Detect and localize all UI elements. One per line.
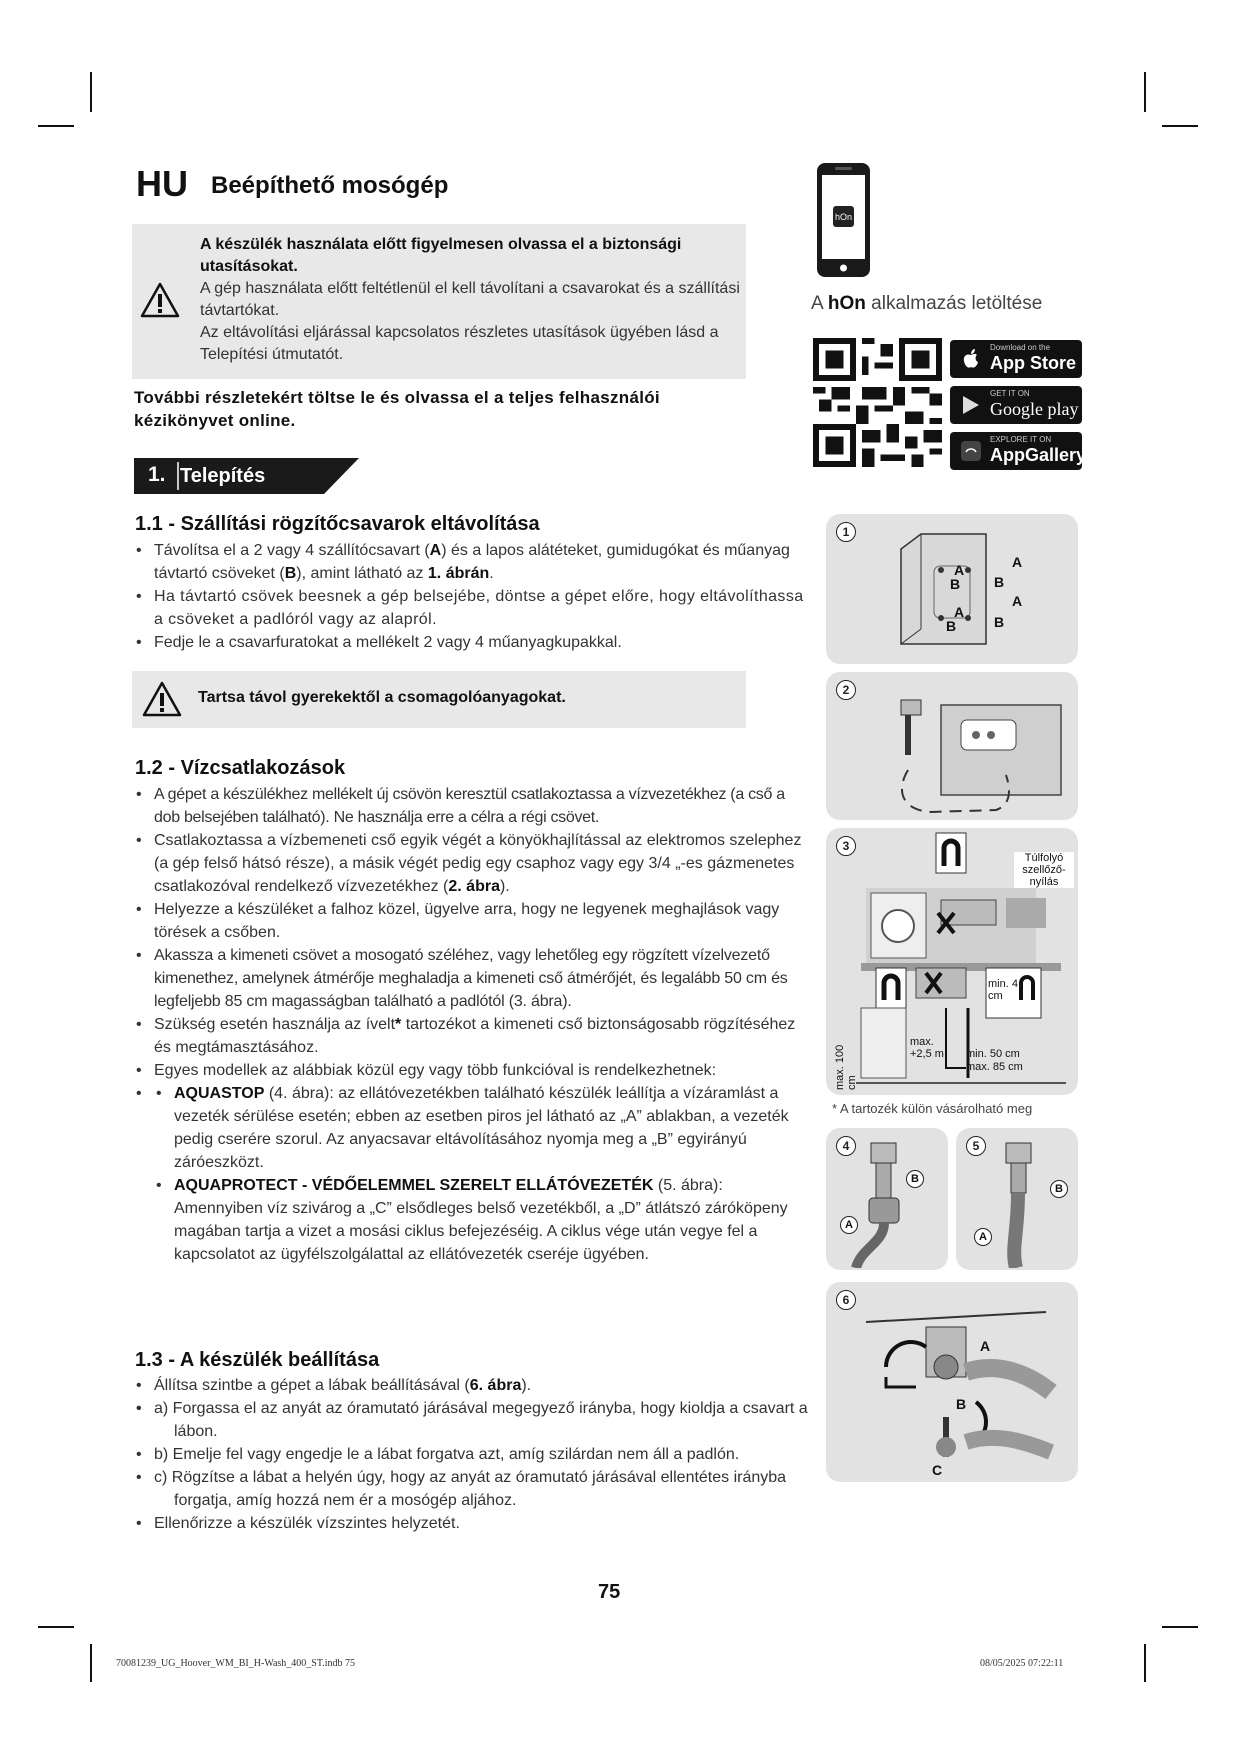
label-a: A bbox=[980, 1338, 991, 1354]
section-title: Telepítés bbox=[180, 465, 266, 487]
label-c: C bbox=[932, 1462, 943, 1478]
figure-number: 2 bbox=[836, 680, 856, 700]
text: Távolítsa el a 2 vagy 4 szállítócsavart ( bbox=[154, 542, 430, 559]
safety-text-2: Az eltávolítási eljárással kapcsolatos részletes utasítások ügyében lásd a Telepítési útmutatót. bbox=[200, 324, 719, 363]
crop-mark bbox=[1144, 1644, 1146, 1682]
list-item: • A gépet a készülékhez mellékelt új csövön keresztül csatlakoztassa a vízvezetékhez (a cső a dob belsejében található). Ne használja erre a célra a régi csövet. bbox=[134, 783, 814, 829]
child-warning-text: Tartsa távol gyerekektől a csomagolóanyagokat. bbox=[198, 689, 566, 706]
section-banner bbox=[134, 458, 359, 494]
aquastop-name: AQUASTOP bbox=[174, 1085, 265, 1102]
app-store-small: Download on the bbox=[990, 343, 1051, 352]
figure-number: 3 bbox=[836, 836, 856, 856]
step-a: • • a) Forgassa el az anyát az óramutató járásával megegyező irányba, hogy kioldja a csavart a lábon. bbox=[154, 1397, 814, 1443]
figure-ref: 6. ábra bbox=[469, 1377, 522, 1394]
app-store-label: App Store bbox=[990, 353, 1077, 373]
app-caption-suffix: alkalmazás letöltése bbox=[865, 293, 1043, 314]
max-2-5m-label: max. +2,5 m bbox=[910, 1036, 944, 1060]
figure-ref: 1. ábrán bbox=[427, 565, 490, 582]
subsection-1-3-title: 1.3 - A készülék beállítása bbox=[135, 1349, 380, 1371]
label-b: B bbox=[956, 1396, 967, 1412]
figure-ref: (5. ábra) bbox=[653, 1177, 719, 1194]
child-warning-box bbox=[132, 671, 746, 728]
text: Állítsa szintbe a gépet a lábak beállításával ( bbox=[154, 1377, 470, 1394]
list-item bbox=[134, 1013, 814, 1059]
aquastop-item bbox=[154, 1082, 814, 1174]
label-b: B bbox=[950, 576, 961, 592]
play-icon bbox=[960, 394, 982, 416]
safety-heading: A készülék használata előtt figyelmesen olvassa el a biztonsági utasításokat. bbox=[200, 236, 682, 275]
min-4cm-label: min. 4 cm bbox=[988, 978, 1018, 1002]
step-list bbox=[154, 1397, 814, 1512]
app-gallery-badge[interactable] bbox=[950, 432, 1087, 470]
list-item: • Egyes modellek az alábbiak közül egy vagy több funkcióval is rendelkezhetnek: bbox=[134, 1059, 814, 1082]
figure-ref: 2. ábra bbox=[448, 878, 500, 895]
text: . bbox=[489, 565, 494, 582]
text: ), amint látható az bbox=[296, 565, 428, 582]
figure-6 bbox=[826, 1282, 1078, 1482]
accessory-note: * A tartozék külön vásárolható meg bbox=[832, 1101, 1033, 1116]
figure-5 bbox=[956, 1128, 1078, 1270]
subsection-1-1-list bbox=[134, 539, 814, 654]
label-b: B bbox=[946, 618, 957, 634]
app-store-badge[interactable] bbox=[950, 340, 1082, 378]
crop-mark bbox=[1144, 72, 1146, 112]
label-a: A bbox=[840, 1216, 858, 1234]
figure-number: 6 bbox=[836, 1290, 856, 1310]
min-50cm-label: min. 50 cm bbox=[966, 1048, 1020, 1060]
max-85cm-label: max. 85 cm bbox=[966, 1061, 1023, 1073]
figure-4 bbox=[826, 1128, 948, 1270]
list-item bbox=[134, 1374, 814, 1397]
footer-file: 70081239_UG_Hoover_WM_BI_H-Wash_400_ST.indb 75 bbox=[116, 1658, 355, 1669]
list-item bbox=[134, 829, 814, 898]
figure-3 bbox=[826, 828, 1078, 1095]
aquaprotect-illustration bbox=[971, 1133, 1071, 1268]
overflow-label: Túlfolyó szellőző-nyílás bbox=[1014, 852, 1074, 888]
further-info-text: További részletekért töltse le és olvassa el a teljes felhasználói kézikönyvet online. bbox=[134, 388, 660, 430]
crop-mark bbox=[1162, 125, 1198, 127]
label-b: B bbox=[1050, 1180, 1068, 1198]
label-a: A bbox=[429, 542, 442, 559]
footer-date: 08/05/2025 07:22:11 bbox=[980, 1658, 1064, 1669]
warning-icon bbox=[142, 681, 182, 717]
figure-2 bbox=[826, 672, 1078, 820]
asterisk: * bbox=[395, 1016, 402, 1033]
water-inlet-illustration bbox=[846, 680, 1071, 815]
figure-number: 5 bbox=[966, 1136, 986, 1156]
crop-mark bbox=[38, 1626, 74, 1628]
text: ). bbox=[499, 878, 510, 895]
warning-icon bbox=[140, 282, 180, 318]
safety-text-1: A gép használata előtt feltétlenül el kell távolítani a csavarokat és a szállítási távtartókat. bbox=[200, 280, 740, 319]
list-item bbox=[134, 539, 814, 585]
label-a: A bbox=[954, 604, 965, 620]
feature-list bbox=[134, 1082, 814, 1266]
label-a: A bbox=[974, 1228, 992, 1246]
step-b: • b) Emelje fel vagy engedje le a lábat forgatva azt, amíg szilárdan nem áll a padlón. bbox=[154, 1443, 814, 1466]
subsection-1-1-title: 1.1 - Szállítási rögzítőcsavarok eltávolítása bbox=[135, 513, 540, 535]
list-item: • Akassza a kimeneti csövet a mosogató széléhez, vagy lehetőleg egy rögzített vízelvezető kimenethez, amelynek átmérője meghaladja a kimeneti cső átmérőjét, és legalább 50 cm és legfeljebb 85 cm magasságban található a padlótól (3. ábra). bbox=[134, 944, 814, 1013]
app-caption bbox=[811, 293, 1042, 315]
app-gallery-label: AppGallery bbox=[990, 445, 1087, 465]
aquastop-illustration bbox=[841, 1133, 941, 1268]
label-a: A bbox=[1012, 593, 1023, 609]
max-100cm-label: max. 100 cm bbox=[834, 1044, 858, 1090]
app-brand: hOn bbox=[827, 293, 866, 314]
list-item: • Ha távtartó csövek beesnek a gép belsejébe, döntse a gépet előre, hogy eltávolíthassa a csöveket a padlóról vagy az alapról. bbox=[134, 585, 814, 631]
section-number: 1. bbox=[148, 463, 166, 486]
label-b: B bbox=[284, 565, 297, 582]
step-c: • c) Rögzítse a lábat a helyén úgy, hogy az anyát az óramutató járásával ellentétes irányba forgatja, amíg hozzá nem ér a mosógép aljához. bbox=[154, 1466, 814, 1512]
crop-mark bbox=[90, 1644, 92, 1682]
list-item: • Ellenőrizze a készülék vízszintes helyzetét. bbox=[134, 1512, 814, 1535]
figure-ref: (4. ábra) bbox=[264, 1085, 330, 1102]
page-title: Beépíthető mosógép bbox=[211, 172, 449, 199]
label-a: A bbox=[954, 562, 965, 578]
google-play-small: GET IT ON bbox=[990, 389, 1030, 398]
qr-code[interactable] bbox=[813, 338, 942, 467]
text: ). bbox=[521, 1377, 532, 1394]
crop-mark bbox=[1162, 1626, 1198, 1628]
label-a: A bbox=[1012, 554, 1023, 570]
figure-1 bbox=[826, 514, 1078, 664]
text: tartozékot a kimeneti cső biztonságosabb rögzítéséhez és megtámasztásához. bbox=[154, 1016, 796, 1056]
hon-logo: hOn bbox=[835, 212, 853, 222]
crop-mark bbox=[90, 72, 92, 112]
aquaprotect-item bbox=[154, 1174, 814, 1266]
text: : Amennyiben víz szivárog a „C” elsődleges belső vezetékből, a „D” átlátszó záróköpeny magában tartja a vizet a mosási ciklus befejezéséig. A ciklus vége után vegye fel a kapcsolatot az ügyfélszolgálattal az ellátóvezeték cseréje ügyében. bbox=[174, 1177, 788, 1263]
feature-list-wrapper bbox=[134, 1082, 814, 1266]
foot-adjustment-illustration bbox=[846, 1292, 1071, 1477]
text: : az ellátóvezetékben található készülék leállítja a vízáramlást a vezeték sérülése esetén; ebben az esetben piros jel látható az „A” ablakban, a vezeték pedig cserére szorul. Az anyacsavar eltávolításához nyomja meg a „B” egyirányú záróeszközt. bbox=[174, 1085, 789, 1171]
step-list-wrapper bbox=[134, 1397, 814, 1512]
label-b: B bbox=[994, 614, 1005, 630]
label-b: B bbox=[994, 574, 1005, 590]
text: ) és a lapos alátéteket, gumidugókat és műanyag távtartó csöveket ( bbox=[154, 542, 790, 582]
list-item: • Fedje le a csavarfuratokat a mellékelt 2 vagy 4 műanyagkupakkal. bbox=[134, 631, 814, 654]
language-code: HU bbox=[136, 163, 188, 204]
app-caption-prefix: A bbox=[811, 293, 828, 314]
google-play-badge[interactable] bbox=[950, 386, 1082, 424]
aquaprotect-name: AQUAPROTECT - VÉDŐELEMMEL SZERELT ELLÁTÓVEZETÉK bbox=[174, 1177, 654, 1194]
subsection-1-2-title: 1.2 - Vízcsatlakozások bbox=[135, 757, 346, 779]
subsection-1-2-list bbox=[134, 783, 814, 1266]
label-b: B bbox=[906, 1170, 924, 1188]
figure-number: 1 bbox=[836, 522, 856, 542]
crop-mark bbox=[38, 125, 74, 127]
apple-icon bbox=[960, 348, 982, 370]
text: Csatlakoztassa a vízbemeneti cső egyik végét a könyökhajlítással az elektromos szelephez (a gép felső hátsó része), a másik végét pedig egy csaphoz vagy egy 3/4 „-es gázmenetes csatlakozóval rendelkező vízvezetékhez ( bbox=[154, 832, 802, 895]
google-play-label: Google play bbox=[990, 399, 1079, 419]
text: Szükség esetén használja az ívelt bbox=[154, 1016, 396, 1033]
figure-number: 4 bbox=[836, 1136, 856, 1156]
safety-warning-box bbox=[132, 224, 746, 379]
list-item: • Helyezze a készüléket a falhoz közel, ügyelve arra, hogy ne legyenek meghajlások vagy törések a csőben. bbox=[134, 898, 814, 944]
app-gallery-small: EXPLORE IT ON bbox=[990, 435, 1052, 444]
huawei-icon bbox=[960, 440, 982, 462]
page-number: 75 bbox=[598, 1581, 621, 1603]
subsection-1-3-list bbox=[134, 1374, 814, 1535]
